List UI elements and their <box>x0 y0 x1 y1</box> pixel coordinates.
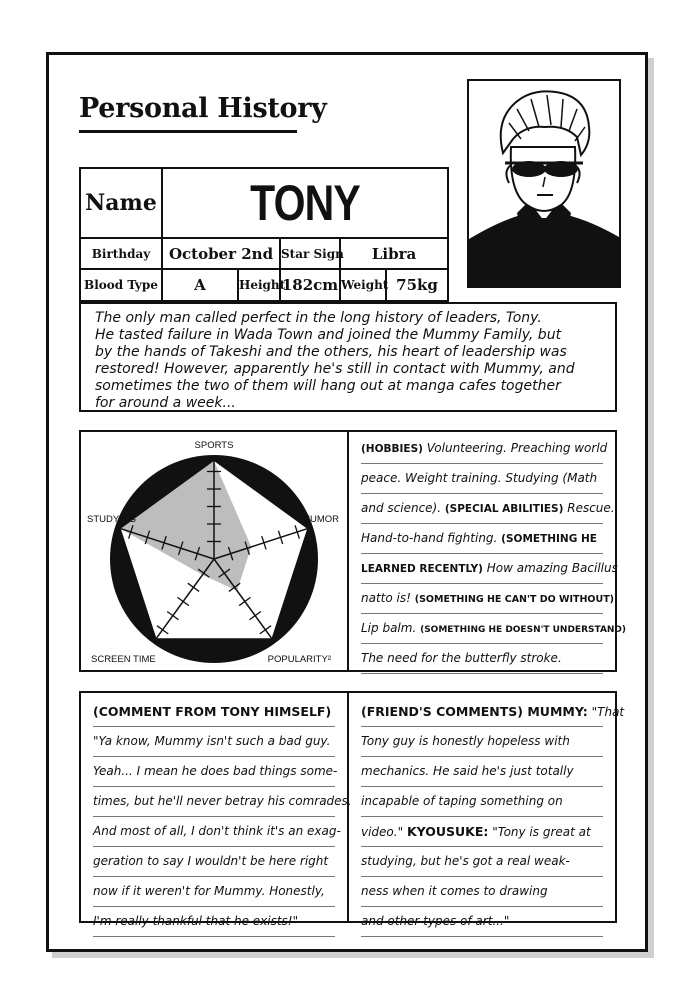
radar-axis-label: SCREEN TIME <box>91 654 156 665</box>
name-value: TONY <box>188 168 423 238</box>
comment-line: now if it weren't for Mummy. Honestly, <box>93 877 335 907</box>
friend-comment-line: studying, but he's got a real weak- <box>361 847 603 877</box>
stats-radar-chart <box>81 432 347 670</box>
friend-comment-line: Tony guy is honestly hopeless with <box>361 727 603 757</box>
self-comment-heading: (COMMENT FROM TONY HIMSELF) <box>93 697 335 727</box>
comment-line: "Ya know, Mummy isn't such a bad guy. <box>93 727 335 757</box>
friend-comment-line: video." KYOUSUKE: "Tony is great at <box>361 817 603 847</box>
bio-line: for around a week... <box>95 395 236 411</box>
stats-chart-panel <box>79 430 349 672</box>
hobby-line: (HOBBIES) Volunteering. Preaching world <box>361 434 603 464</box>
character-portrait <box>467 79 621 288</box>
bio-text <box>79 302 617 412</box>
hobby-line: Lip balm. (SOMETHING HE DOESN'T UNDERSTAND) <box>361 614 603 644</box>
comment-line: Yeah... I mean he does bad things some- <box>93 757 335 787</box>
star-sign-value: Libra <box>340 238 448 269</box>
portrait-illustration <box>469 81 619 286</box>
comment-line: geration to say I wouldn't be here right <box>93 847 335 877</box>
radar-axis-label: POPULARITY² <box>267 654 331 665</box>
hobby-line: The need for the butterfly stroke. <box>361 644 603 674</box>
hobby-line: and science). (SPECIAL ABILITIES) Rescue. <box>361 494 603 524</box>
profile-table <box>79 167 449 302</box>
friend-comment-line: incapable of taping something on <box>361 787 603 817</box>
radar-axis-label: STUDYING <box>87 514 137 525</box>
bio-line: sometimes the two of them will hang out at manga cafes together <box>95 378 561 394</box>
hobby-line: peace. Weight training. Studying (Math <box>361 464 603 494</box>
bio-line: by the hands of Takeshi and the others, his heart of leadership was <box>95 344 567 360</box>
radar-axis-label: HUMOR <box>303 514 339 525</box>
friend-comment-line: mechanics. He said he's just totally <box>361 757 603 787</box>
friend-comments-panel <box>347 691 625 928</box>
bio-line: restored! However, apparently he's still in contact with Mummy, and <box>95 361 575 377</box>
self-comment-panel <box>79 691 352 928</box>
page-title: Personal History <box>79 93 297 133</box>
hobby-line: LEARNED RECENTLY) How amazing Bacillus <box>361 554 603 584</box>
bio-line: The only man called perfect in the long history of leaders, Tony. <box>95 310 542 326</box>
radar-axis-label: SPORTS <box>194 440 234 451</box>
friend-comment-line: (FRIEND'S COMMENTS) MUMMY: "That <box>361 697 603 727</box>
comment-line: I'm really thankful that he exists!" <box>93 907 335 937</box>
birthday-label: Birthday <box>80 238 162 269</box>
height-label: Height <box>238 269 280 301</box>
blood-type-value: A <box>162 269 238 301</box>
profile-page <box>46 52 648 952</box>
bio-line: He tasted failure in Wada Town and joined the Mummy Family, but <box>95 327 562 343</box>
weight-label: Weight <box>340 269 386 301</box>
birthday-value: October 2nd <box>162 238 280 269</box>
height-value: 182cm <box>280 269 340 301</box>
friend-comments-heading: (FRIEND'S COMMENTS) MUMMY: <box>361 704 588 719</box>
comment-line: And most of all, I don't think it's an exag- <box>93 817 335 847</box>
friend-comment-line: ness when it comes to drawing <box>361 877 603 907</box>
weight-value: 75kg <box>386 269 448 301</box>
name-label: Name <box>80 168 162 238</box>
comment-line: times, but he'll never betray his comrades. <box>93 787 335 817</box>
star-sign-label: Star Sign <box>280 238 340 269</box>
hobbies-panel <box>347 430 627 672</box>
hobby-line: Hand-to-hand fighting. (SOMETHING HE <box>361 524 603 554</box>
blood-type-label: Blood Type <box>80 269 162 301</box>
hobby-line: natto is! (SOMETHING HE CAN'T DO WITHOUT) <box>361 584 603 614</box>
friend-comment-line: and other types of art..." <box>361 907 603 937</box>
